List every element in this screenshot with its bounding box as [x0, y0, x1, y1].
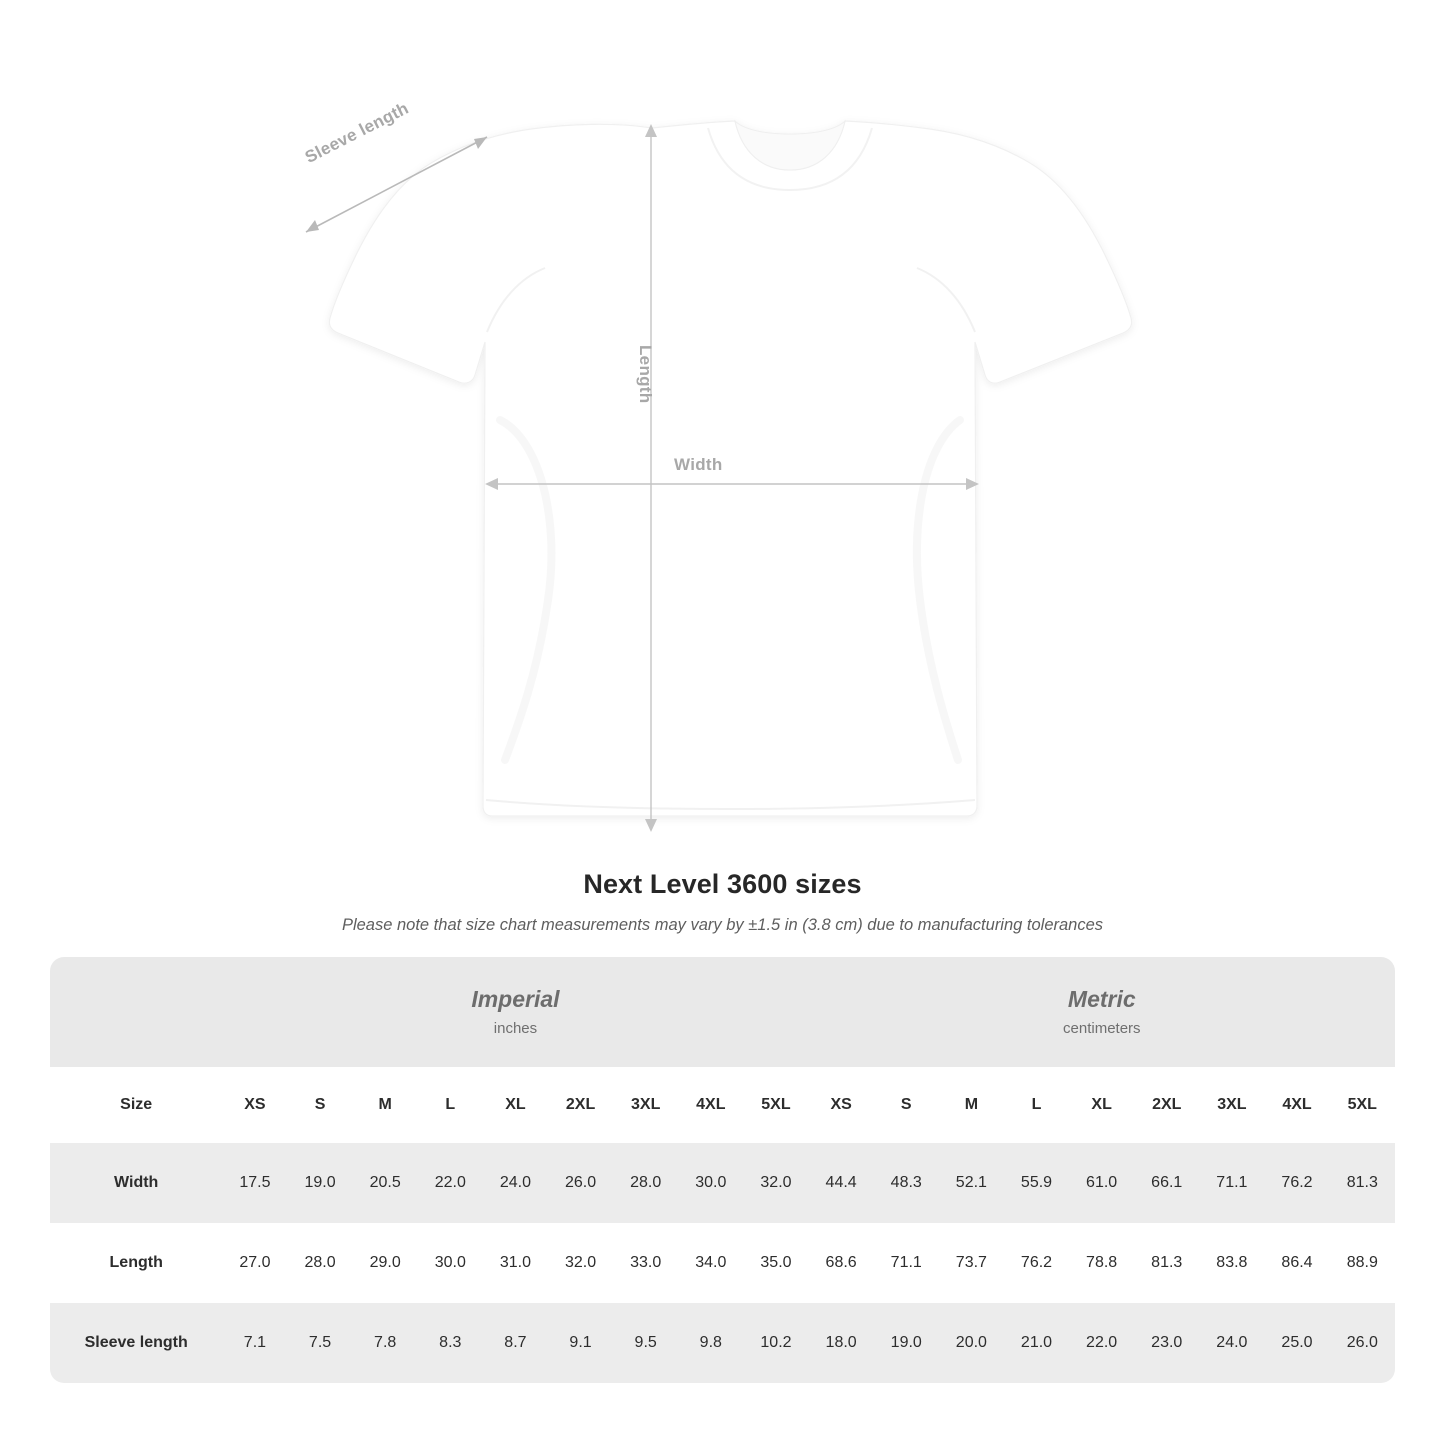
- row-label-sleeve-length: Sleeve length: [50, 1303, 222, 1383]
- unit-header-row: [50, 957, 1395, 1067]
- cell-length-xl-cm: 78.8: [1069, 1223, 1134, 1303]
- table-row: [50, 1143, 1395, 1223]
- cell-sleeve-3xl-cm: 24.0: [1199, 1303, 1264, 1383]
- cell-length-xl-in: 31.0: [483, 1223, 548, 1303]
- cell-length-s-in: 28.0: [287, 1223, 352, 1303]
- cell-length-4xl-cm: 86.4: [1264, 1223, 1329, 1303]
- title-block: [0, 869, 1445, 935]
- cell-width-4xl-cm: 76.2: [1264, 1143, 1329, 1223]
- cell-sleeve-xl-in: 8.7: [483, 1303, 548, 1383]
- page-title: Next Level 3600 sizes: [583, 869, 862, 899]
- cell-sleeve-xs-cm: 18.0: [809, 1303, 874, 1383]
- cell-length-xs-in: 27.0: [222, 1223, 287, 1303]
- cell-sleeve-xl-cm: 22.0: [1069, 1303, 1134, 1383]
- size-row-label: Size: [50, 1067, 222, 1143]
- size-header-cell: L: [1004, 1067, 1069, 1143]
- cell-sleeve-4xl-cm: 25.0: [1264, 1303, 1329, 1383]
- cell-width-xs-in: 17.5: [222, 1143, 287, 1223]
- cell-sleeve-l-in: 8.3: [418, 1303, 483, 1383]
- size-header-cell: M: [939, 1067, 1004, 1143]
- size-header-cell: S: [874, 1067, 939, 1143]
- cell-sleeve-m-in: 7.8: [353, 1303, 418, 1383]
- row-label-length: Length: [50, 1223, 222, 1303]
- cell-width-2xl-cm: 66.1: [1134, 1143, 1199, 1223]
- size-header-cell: 4XL: [678, 1067, 743, 1143]
- size-header-cell: S: [287, 1067, 352, 1143]
- cell-length-2xl-in: 32.0: [548, 1223, 613, 1303]
- size-header-cell: 5XL: [743, 1067, 808, 1143]
- metric-unit-sub: centimeters: [1063, 1019, 1141, 1037]
- cell-length-2xl-cm: 81.3: [1134, 1223, 1199, 1303]
- cell-width-4xl-in: 30.0: [678, 1143, 743, 1223]
- size-header-cell: XS: [222, 1067, 287, 1143]
- size-header-cell: 3XL: [613, 1067, 678, 1143]
- cell-length-3xl-cm: 83.8: [1199, 1223, 1264, 1303]
- cell-length-m-in: 29.0: [353, 1223, 418, 1303]
- tolerance-note: Please note that size chart measurements may vary by ±1.5 in (3.8 cm) due to manufacturing tolerances: [341, 916, 1104, 934]
- cell-width-3xl-in: 28.0: [613, 1143, 678, 1223]
- cell-width-xl-in: 24.0: [483, 1143, 548, 1223]
- cell-length-5xl-cm: 88.9: [1330, 1223, 1395, 1303]
- cell-length-l-in: 30.0: [418, 1223, 483, 1303]
- length-label: Length: [636, 345, 655, 404]
- cell-width-xl-cm: 61.0: [1069, 1143, 1134, 1223]
- cell-width-l-in: 22.0: [418, 1143, 483, 1223]
- size-table-wrapper: [50, 957, 1395, 1383]
- size-header-row: [50, 1067, 1395, 1143]
- cell-length-4xl-in: 34.0: [678, 1223, 743, 1303]
- cell-sleeve-2xl-in: 9.1: [548, 1303, 613, 1383]
- cell-width-m-cm: 52.1: [939, 1143, 1004, 1223]
- cell-sleeve-l-cm: 21.0: [1004, 1303, 1069, 1383]
- table-row: [50, 1223, 1395, 1303]
- size-header-cell: XL: [483, 1067, 548, 1143]
- cell-sleeve-3xl-in: 9.5: [613, 1303, 678, 1383]
- cell-width-m-in: 20.5: [353, 1143, 418, 1223]
- cell-width-l-cm: 55.9: [1004, 1143, 1069, 1223]
- size-header-cell: XS: [809, 1067, 874, 1143]
- tshirt-shape: [329, 121, 1131, 816]
- cell-width-2xl-in: 26.0: [548, 1143, 613, 1223]
- cell-width-5xl-in: 32.0: [743, 1143, 808, 1223]
- table-corner-cell: [50, 957, 222, 1067]
- cell-length-m-cm: 73.7: [939, 1223, 1004, 1303]
- size-header-cell: 4XL: [1264, 1067, 1329, 1143]
- row-label-width: Width: [50, 1143, 222, 1223]
- cell-sleeve-5xl-in: 10.2: [743, 1303, 808, 1383]
- size-header-cell: XL: [1069, 1067, 1134, 1143]
- imperial-unit-name: Imperial: [471, 986, 560, 1013]
- cell-sleeve-xs-in: 7.1: [222, 1303, 287, 1383]
- metric-unit-name: Metric: [1067, 986, 1136, 1013]
- cell-sleeve-s-in: 7.5: [287, 1303, 352, 1383]
- cell-width-s-in: 19.0: [287, 1143, 352, 1223]
- cell-length-l-cm: 76.2: [1004, 1223, 1069, 1303]
- cell-sleeve-2xl-cm: 23.0: [1134, 1303, 1199, 1383]
- metric-header-cell: [809, 957, 1395, 1067]
- imperial-unit-sub: inches: [493, 1019, 538, 1037]
- cell-length-3xl-in: 33.0: [613, 1223, 678, 1303]
- cell-length-s-cm: 71.1: [874, 1223, 939, 1303]
- sleeve-length-label: Sleeve length: [302, 98, 412, 167]
- cell-width-xs-cm: 44.4: [809, 1143, 874, 1223]
- cell-length-xs-cm: 68.6: [809, 1223, 874, 1303]
- size-header-cell: 5XL: [1330, 1067, 1395, 1143]
- size-header-cell: L: [418, 1067, 483, 1143]
- cell-width-5xl-cm: 81.3: [1330, 1143, 1395, 1223]
- cell-sleeve-m-cm: 20.0: [939, 1303, 1004, 1383]
- cell-width-3xl-cm: 71.1: [1199, 1143, 1264, 1223]
- size-table: [50, 957, 1395, 1383]
- size-header-cell: M: [353, 1067, 418, 1143]
- table-row: [50, 1303, 1395, 1383]
- width-label: Width: [674, 455, 723, 474]
- size-header-cell: 2XL: [548, 1067, 613, 1143]
- size-header-cell: 2XL: [1134, 1067, 1199, 1143]
- cell-sleeve-5xl-cm: 26.0: [1330, 1303, 1395, 1383]
- imperial-header-cell: [222, 957, 808, 1067]
- cell-sleeve-4xl-in: 9.8: [678, 1303, 743, 1383]
- cell-width-s-cm: 48.3: [874, 1143, 939, 1223]
- cell-sleeve-s-cm: 19.0: [874, 1303, 939, 1383]
- size-header-cell: 3XL: [1199, 1067, 1264, 1143]
- cell-length-5xl-in: 35.0: [743, 1223, 808, 1303]
